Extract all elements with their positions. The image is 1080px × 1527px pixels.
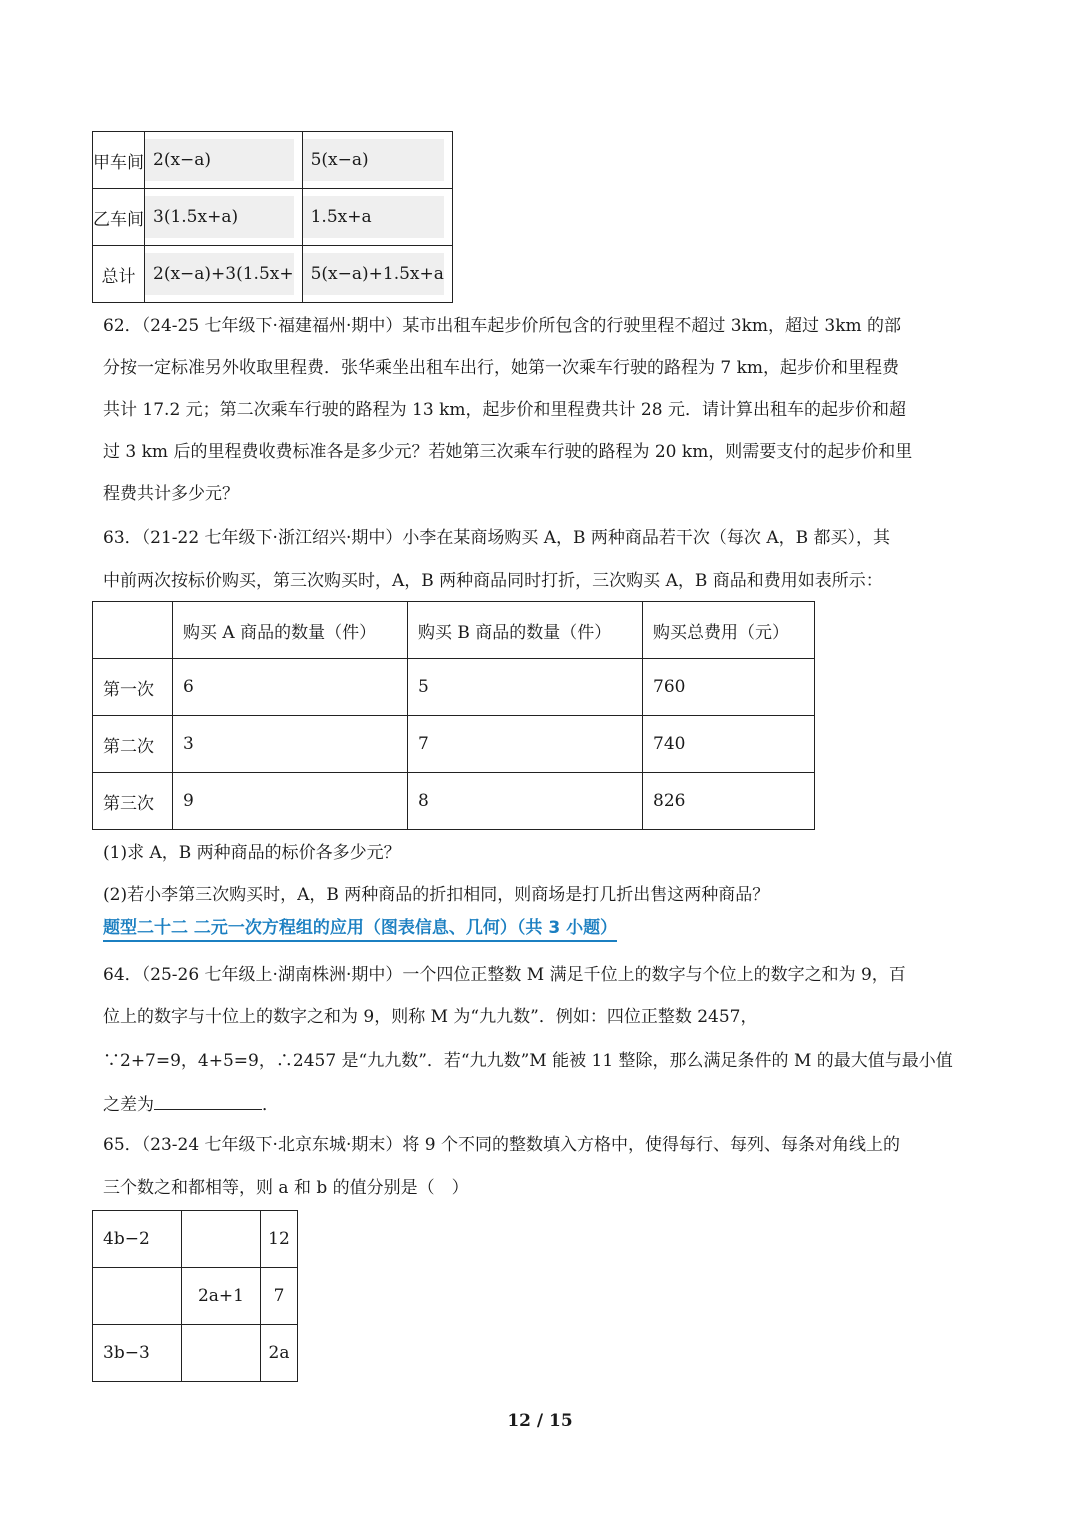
magic-square-grid [92,1210,298,1382]
grid-cell [182,1211,261,1268]
q63-sub-question-1: (1)求 A，B 两种商品的标价各多少元？ [103,843,401,863]
answer-blank[interactable] [154,1093,262,1110]
grid-cell [93,1268,182,1325]
row-label: 总计 [93,246,145,303]
q63-sub-question-2: (2)若小李第三次购买时，A，B 两种商品的折扣相同，则商场是打几折出售这两种商品？ [103,885,770,905]
grid-cell: 7 [261,1268,298,1325]
table-cell: 第一次 [93,659,173,716]
table-row [93,1211,298,1268]
table-row [93,189,453,246]
header-cell: 购买 B 商品的数量（件） [408,602,643,659]
table-row [93,132,453,189]
table-cell: 1.5x+a [303,196,444,238]
page-number: 12 / 15 [507,1411,573,1431]
q62-line-5: 程费共计多少元？ [103,484,239,504]
q64-line-1: 64．（25-26 七年级上·湖南株洲·期中）一个四位正整数 M 满足千位上的数字与个位上的数字之和为 9，百 [103,965,906,985]
table-row [93,773,815,830]
q65-line-2: 三个数之和都相等，则 a 和 b 的值分别是（ ） [103,1178,469,1198]
q62-line-3: 共计 17.2 元；第二次乘车行驶的路程为 13 km，起步价和里程费共计 28 元．请计算出租车的起步价和超 [103,400,906,420]
q63-line-2: 中前两次按标价购买，第三次购买时，A，B 两种商品同时打折，三次购买 A，B 商品和费用如表所示： [103,571,883,591]
table-cell: 9 [173,773,408,830]
table-cell: 3(1.5x+a) [145,196,294,238]
purchase-table [92,601,815,830]
grid-cell: 2a+1 [182,1268,261,1325]
grid-cell: 4b−2 [93,1211,182,1268]
table-row [93,1268,298,1325]
table-header-row [93,602,815,659]
row-label: 甲车间 [93,132,145,189]
q64-line-4 [103,1093,983,1116]
table-cell: 740 [643,716,815,773]
grid-cell: 12 [261,1211,298,1268]
table-cell: 3 [173,716,408,773]
grid-cell [182,1325,261,1382]
top-table [92,131,453,303]
table-cell: 第三次 [93,773,173,830]
q64-line-4-end: ． [262,1095,279,1115]
table-cell: 826 [643,773,815,830]
table-cell: 5(x−a)+1.5x+a [303,253,444,295]
grid-cell: 3b−3 [93,1325,182,1382]
table-row [93,246,453,303]
q62-line-4: 过 3 km 后的里程费收费标准各是多少元？若她第三次乘车行驶的路程为 20 km，则需要支付的起步价和里 [103,442,913,462]
table-row [93,716,815,773]
table-cell: 5(x−a) [303,139,444,181]
q64-line-2: 位上的数字与十位上的数字之和为 9，则称 M 为“九九数”．例如：四位正整数 2457， [103,1007,758,1027]
table-cell: 760 [643,659,815,716]
table-cell: 7 [408,716,643,773]
section-heading[interactable]: 题型二十二 二元一次方程组的应用（图表信息、几何）（共 3 小题） [103,918,617,942]
table-cell: 8 [408,773,643,830]
q64-line-4-text: 之差为 [103,1095,154,1115]
table-cell: 第二次 [93,716,173,773]
table-cell: 2(x−a)+3(1.5x+ [145,253,294,295]
q64-line-3: ∵2+7=9，4+5=9，∴2457 是“九九数”．若“九九数”M 能被 11 整除，那么满足条件的 M 的最大值与最小值 [103,1051,953,1071]
table-cell: 6 [173,659,408,716]
header-cell [93,602,173,659]
grid-cell: 2a [261,1325,298,1382]
q62-line-1: 62．（24-25 七年级下·福建福州·期中）某市出租车起步价所包含的行驶里程不超过 3km，超过 3km 的部 [103,316,902,336]
row-label: 乙车间 [93,189,145,246]
header-cell: 购买总费用（元） [643,602,815,659]
table-row [93,1325,298,1382]
table-cell: 2(x−a) [145,139,294,181]
table-row [93,659,815,716]
q63-line-1: 63．（21-22 七年级下·浙江绍兴·期中）小李在某商场购买 A，B 两种商品若干次（每次 A，B 都买），其 [103,528,891,548]
header-cell: 购买 A 商品的数量（件） [173,602,408,659]
table-cell: 5 [408,659,643,716]
q65-line-1: 65．（23-24 七年级下·北京东城·期末）将 9 个不同的整数填入方格中，使得每行、每列、每条对角线上的 [103,1135,900,1155]
q62-line-2: 分按一定标准另外收取里程费．张华乘坐出租车出行，她第一次乘车行驶的路程为 7 km，起步价和里程费 [103,358,900,378]
